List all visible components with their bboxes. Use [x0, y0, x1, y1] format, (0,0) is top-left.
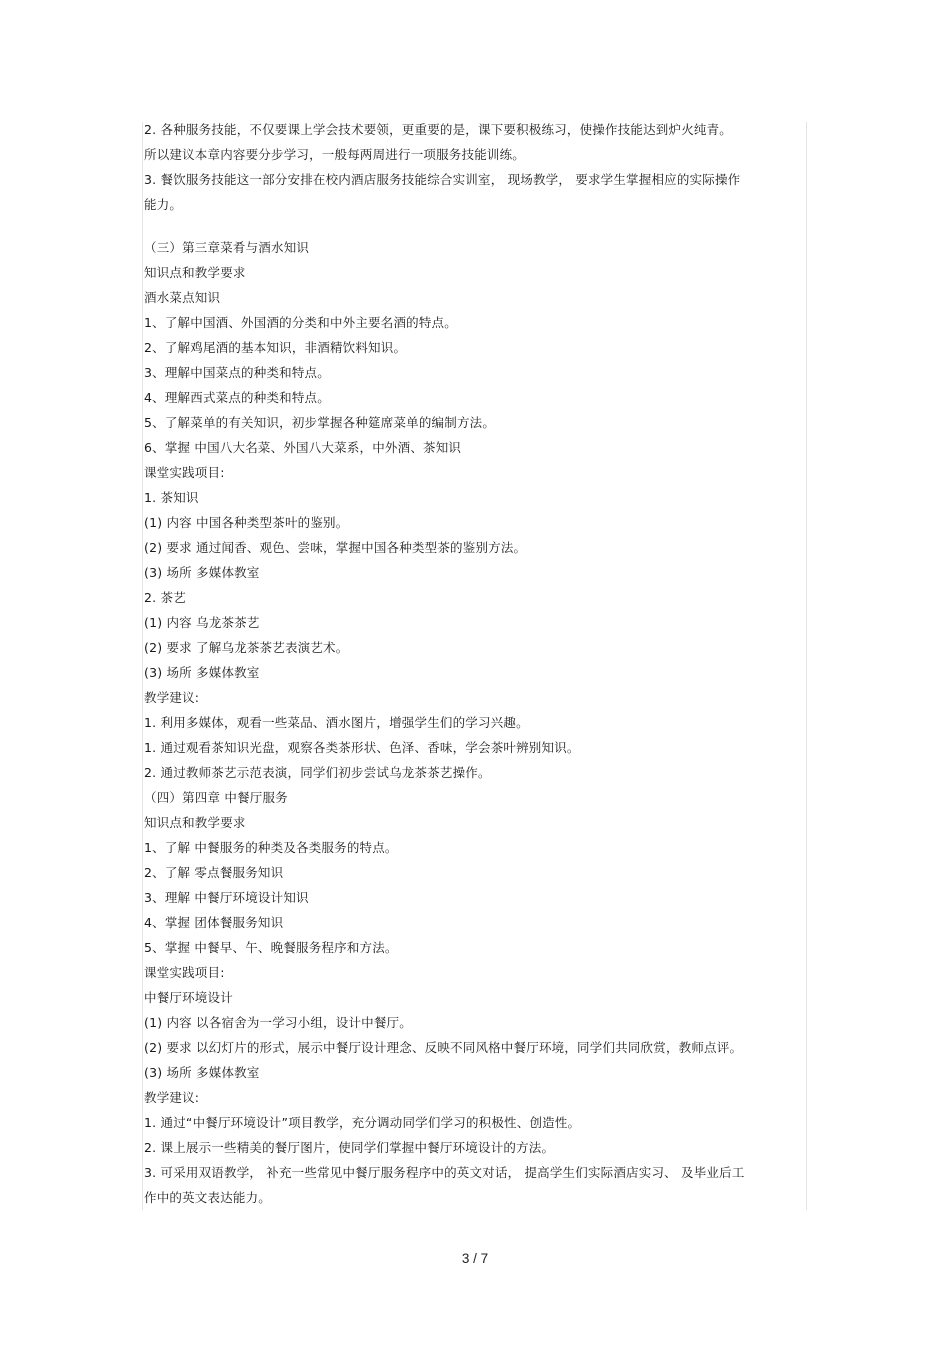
- text-line: 作中的英文表达能力。: [144, 1190, 272, 1205]
- text-line: (2) 要求 以幻灯片的形式，展示中餐厅设计理念、反映不同风格中餐厅环境，同学们共同欣赏，教师点评。: [144, 1040, 743, 1055]
- text-line: (1) 内容 中国各种类型茶叶的鉴别。: [144, 515, 349, 530]
- text-line: 知识点和教学要求: [144, 265, 246, 280]
- text-line: 1. 通过观看茶知识光盘，观察各类茶形状、色泽、香味，学会茶叶辨别知识。: [144, 740, 580, 755]
- section-skills-advice: [144, 117, 802, 217]
- text-line: (3) 场所 多媒体教室: [144, 565, 260, 580]
- text-line: 2. 各种服务技能，不仅要课上学会技术要领，更重要的是，课下要积极练习，使操作技能达到炉火纯青。: [144, 122, 733, 137]
- paragraph-gap: [144, 217, 802, 235]
- text-line: (2) 要求 通过闻香、观色、尝味，掌握中国各种类型茶的鉴别方法。: [144, 540, 527, 555]
- text-line: 所以建议本章内容要分步学习，一般每两周进行一项服务技能训练。: [144, 147, 526, 162]
- text-line: 教学建议:: [144, 690, 200, 705]
- text-line: 酒水菜点知识: [144, 290, 221, 305]
- text-line: 3、理解 中餐厅环境设计知识: [144, 890, 309, 905]
- text-line: 1、了解中国酒、外国酒的分类和中外主要名酒的特点。: [144, 315, 457, 330]
- text-line: 2. 茶艺: [144, 590, 186, 605]
- text-line: (3) 场所 多媒体教室: [144, 1065, 260, 1080]
- text-line: 4、掌握 团体餐服务知识: [144, 915, 284, 930]
- text-line: 3. 餐饮服务技能这一部分安排在校内酒店服务技能综合实训室， 现场教学， 要求学生掌握相应的实际操作: [144, 172, 741, 187]
- text-line: 3. 可采用双语教学， 补充一些常见中餐厅服务程序中的英文对话， 提高学生们实际酒店实习、 及毕业后工: [144, 1165, 745, 1180]
- text-line: 中餐厅环境设计: [144, 990, 233, 1005]
- text-line: 3、理解中国菜点的种类和特点。: [144, 365, 330, 380]
- chapter-heading: （三）第三章菜肴与酒水知识: [144, 240, 310, 255]
- text-line: 能力。: [144, 197, 183, 212]
- text-line: 1. 通过“中餐厅环境设计”项目教学，充分调动同学们学习的积极性、创造性。: [144, 1115, 581, 1130]
- text-line: 5、了解菜单的有关知识，初步掌握各种筵席菜单的编制方法。: [144, 415, 496, 430]
- text-line: 教学建议:: [144, 1090, 200, 1105]
- text-line: 2、了解 零点餐服务知识: [144, 865, 284, 880]
- right-margin-rule: [806, 122, 807, 1210]
- text-line: 2. 课上展示一些精美的餐厅图片，使同学们掌握中餐厅环境设计的方法。: [144, 1140, 555, 1155]
- text-line: (2) 要求 了解乌龙茶茶艺表演艺术。: [144, 640, 349, 655]
- text-line: (1) 内容 乌龙茶茶艺: [144, 615, 260, 630]
- text-line: 1. 利用多媒体，观看一些菜品、酒水图片，增强学生们的学习兴趣。: [144, 715, 529, 730]
- section-chapter-content: [144, 235, 802, 1210]
- text-line: 6、掌握 中国八大名菜、外国八大菜系，中外酒、茶知识: [144, 440, 462, 455]
- text-line: (1) 内容 以各宿舍为一学习小组，设计中餐厅。: [144, 1015, 412, 1030]
- document-body: [144, 117, 802, 1210]
- text-line: 4、理解西式菜点的种类和特点。: [144, 390, 330, 405]
- page-number: 3 / 7: [461, 1251, 489, 1266]
- text-line: 2、了解鸡尾酒的基本知识，非酒精饮料知识。: [144, 340, 407, 355]
- text-line: 1. 茶知识: [144, 490, 199, 505]
- left-margin-rule: [142, 122, 143, 1210]
- text-line: 课堂实践项目:: [144, 465, 225, 480]
- text-line: (3) 场所 多媒体教室: [144, 665, 260, 680]
- text-line: 1、了解 中餐服务的种类及各类服务的特点。: [144, 840, 398, 855]
- text-line: 2. 通过教师茶艺示范表演，同学们初步尝试乌龙茶茶艺操作。: [144, 765, 491, 780]
- text-line: 课堂实践项目:: [144, 965, 225, 980]
- chapter-heading: （四）第四章 中餐厅服务: [144, 790, 288, 805]
- text-line: 知识点和教学要求: [144, 815, 246, 830]
- text-line: 5、掌握 中餐早、午、晚餐服务程序和方法。: [144, 940, 398, 955]
